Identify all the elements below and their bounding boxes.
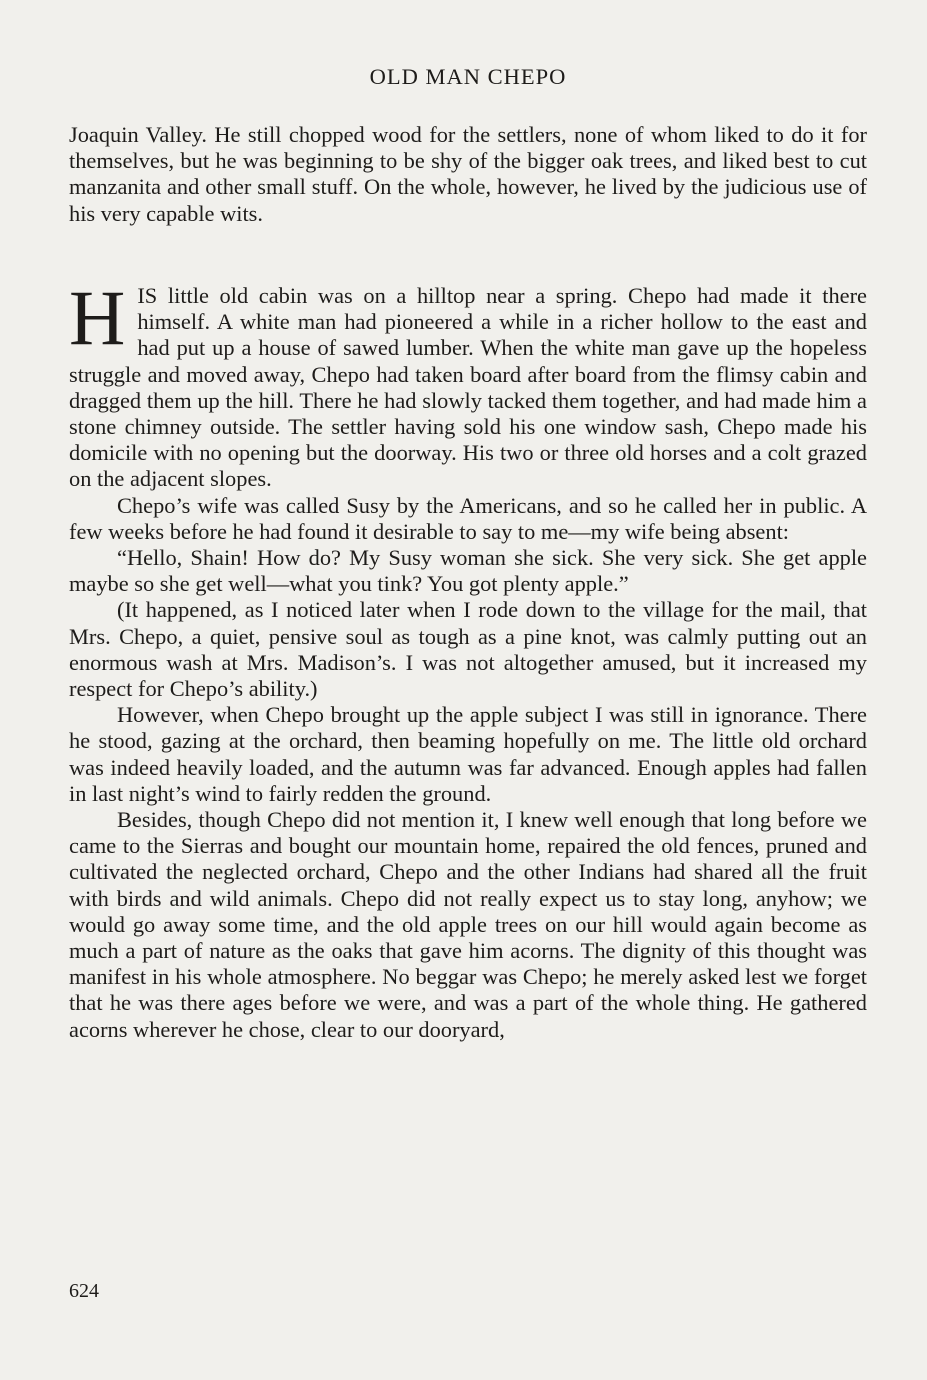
body-paragraph: (It happened, as I noticed later when I rode down to the village for the mail, that Mrs. Chepo, a quiet, pensive soul as tough as a pine knot, was calmly putting out an enormous wash at Mrs. Madison’s. I was not altogether amused, but it increased my respect for Chepo’s ability.) <box>69 597 867 702</box>
opening-text: IS little old cabin was on a hilltop near a spring. Chepo had made it there himself. A white man had pioneered a while in a richer hollow to the east and had put up a house of sawed lumber. When the white man gave up the hopeless struggle and moved away, Chepo had taken board after board from the flimsy cabin and dragged them up the hill. There he had slowly tacked them together, and had made him a stone chimney outside. The settler having sold his one window sash, Chepo made his domicile with no opening but the doorway. His two or three old horses and a colt grazed on the adjacent slopes. <box>69 283 867 492</box>
book-page <box>69 0 867 1380</box>
body-paragraph: Chepo’s wife was called Susy by the Americans, and so he called her in public. A few weeks before he had found it desirable to say to me—my wife being absent: <box>69 492 867 544</box>
body-paragraph: However, when Chepo brought up the apple subject I was still in ignorance. There he stood, gazing at the orchard, then beaming hopefully on me. The little old orchard was indeed heavily loaded, and the autumn was far advanced. Enough apples had fallen in last night’s wind to fairly redden the ground. <box>69 702 867 806</box>
body-paragraph: “Hello, Shain! How do? My Susy woman she sick. She very sick. She get apple maybe so she get well—what you tink? You got plenty apple.” <box>69 545 867 597</box>
lead-paragraph: Joaquin Valley. He still chopped wood for the settlers, none of whom liked to do it for themselves, but he was beginning to be shy of the bigger oak trees, and liked best to cut manzanita and other small stuff. On the whole, however, he lived by the judicious use of his very capable wits. <box>69 122 867 226</box>
body-paragraph: Besides, though Chepo did not mention it, I knew well enough that long before we came to the Sierras and bought our mountain home, repaired the old fences, pruned and cultivated the neglected orchard, Chepo and the other Indians had shared all the fruit with birds and wild animals. Chepo did not really expect us to stay long, anyhow; we would go away some time, and the old apple trees on our hill would again become as much a part of nature as the oaks that gave him acorns. The dignity of this thought was manifest in his whole atmosphere. No beggar was Chepo; he merely asked lest we forget that he was there ages before we were, and was a part of the whole thing. He gathered acorns wherever he chose, clear to our dooryard, <box>69 807 867 1042</box>
drop-cap: H <box>69 274 126 361</box>
section-body <box>69 274 867 1043</box>
page-number: 624 <box>69 1280 99 1302</box>
running-head: OLD MAN CHEPO <box>369 64 567 89</box>
lead-paragraph-block <box>69 122 867 227</box>
section-opening-paragraph <box>69 274 867 493</box>
